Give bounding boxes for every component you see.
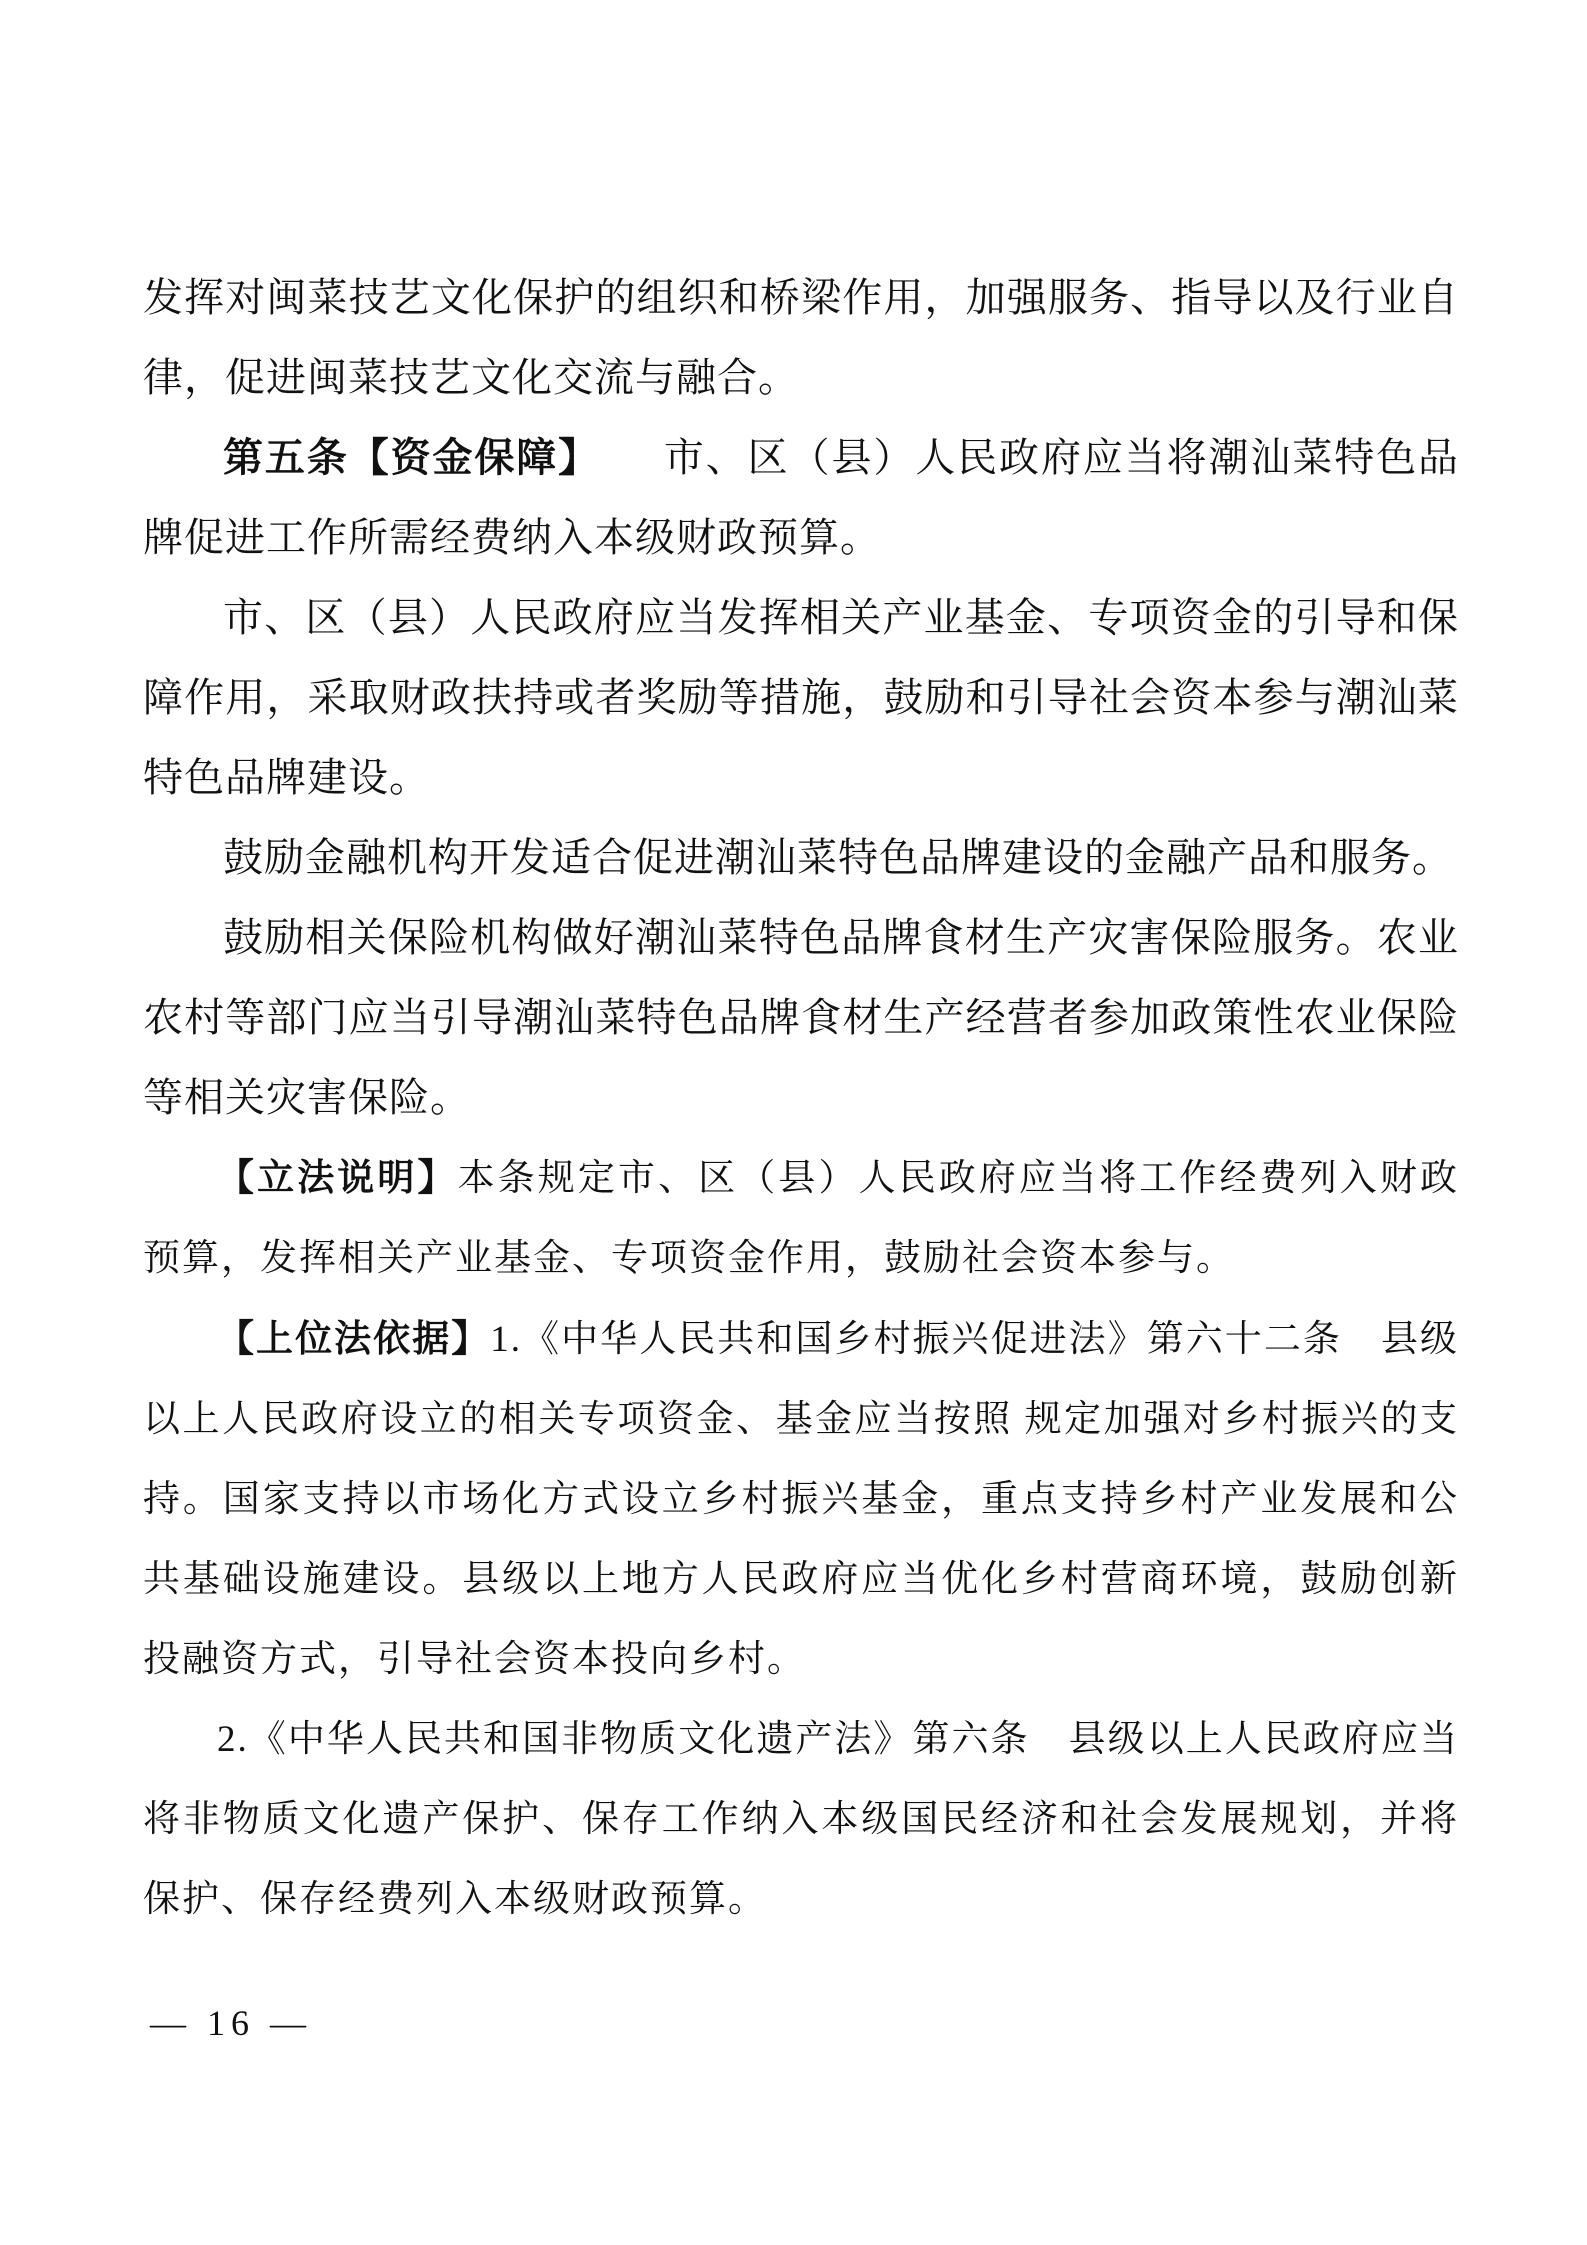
emphasis-text-run: 【上位法依据】 <box>217 1318 491 1359</box>
text-run: 发挥对闽菜技艺文化保护的组织和桥梁作用，加强服务、指导以及行业自律，促进闽菜技艺文化交流与融合。 <box>143 275 1459 400</box>
paragraph <box>143 898 1459 1138</box>
text-run: 本条规定市、区（县）人民政府应当将工作经费列入财政预算，发挥相关产业基金、专项资金作用，鼓励社会资本参与。 <box>143 1158 1460 1279</box>
text-run: 市、区（县）人民政府应当将潮汕菜特色品牌促进工作所需经费纳入本级财政预算。 <box>143 435 1460 560</box>
paragraph <box>143 578 1459 818</box>
page-number: — 16 — <box>150 2003 312 2043</box>
paragraph <box>143 1700 1459 1940</box>
emphasis-text-run: 第五条【资金保障】 <box>223 436 581 480</box>
text-run: 市、区（县）人民政府应当发挥相关产业基金、专项资金的引导和保障作用，采取财政扶持或者奖励等措施，鼓励和引导社会资本参与潮汕菜特色品牌建设。 <box>143 595 1459 800</box>
paragraph <box>143 418 1459 578</box>
paragraph <box>143 818 1459 898</box>
text-run: 2.《中华人民共和国非物质文化遗产法》第六条 县级以上人民政府应当将非物质文化遗产保护、保存工作纳入本级国民经济和社会发展规划，并将保护、保存经费列入本级财政预算。 <box>143 1719 1459 1920</box>
document-body <box>143 258 1459 1940</box>
paragraph <box>143 1138 1459 1299</box>
text-run: 鼓励金融机构开发适合促进潮汕菜特色品牌建设的金融产品和服务。 <box>223 835 1453 880</box>
text-run: 1.《中华人民共和国乡村振兴促进法》第六十二条 县级以上人民政府设立的相关专项资金、基金应当按照 规定加强对乡村振兴的支持。国家支持以市场化方式设立乡村振兴基金，重点支持乡村产业发展和公共基础设施建设。县级以上地方人民政府应当优化乡村营商环境，鼓励创新投融资方式，引导社会资本投向乡村。 <box>143 1319 1460 1680</box>
paragraph <box>143 258 1459 418</box>
emphasis-text-run: 【立法说明】 <box>217 1157 458 1198</box>
text-run: 鼓励相关保险机构做好潮汕菜特色品牌食材生产灾害保险服务。农业农村等部门应当引导潮汕菜特色品牌食材生产经营者参加政策性农业保险等相关灾害保险。 <box>143 915 1459 1120</box>
paragraph <box>143 1299 1459 1700</box>
